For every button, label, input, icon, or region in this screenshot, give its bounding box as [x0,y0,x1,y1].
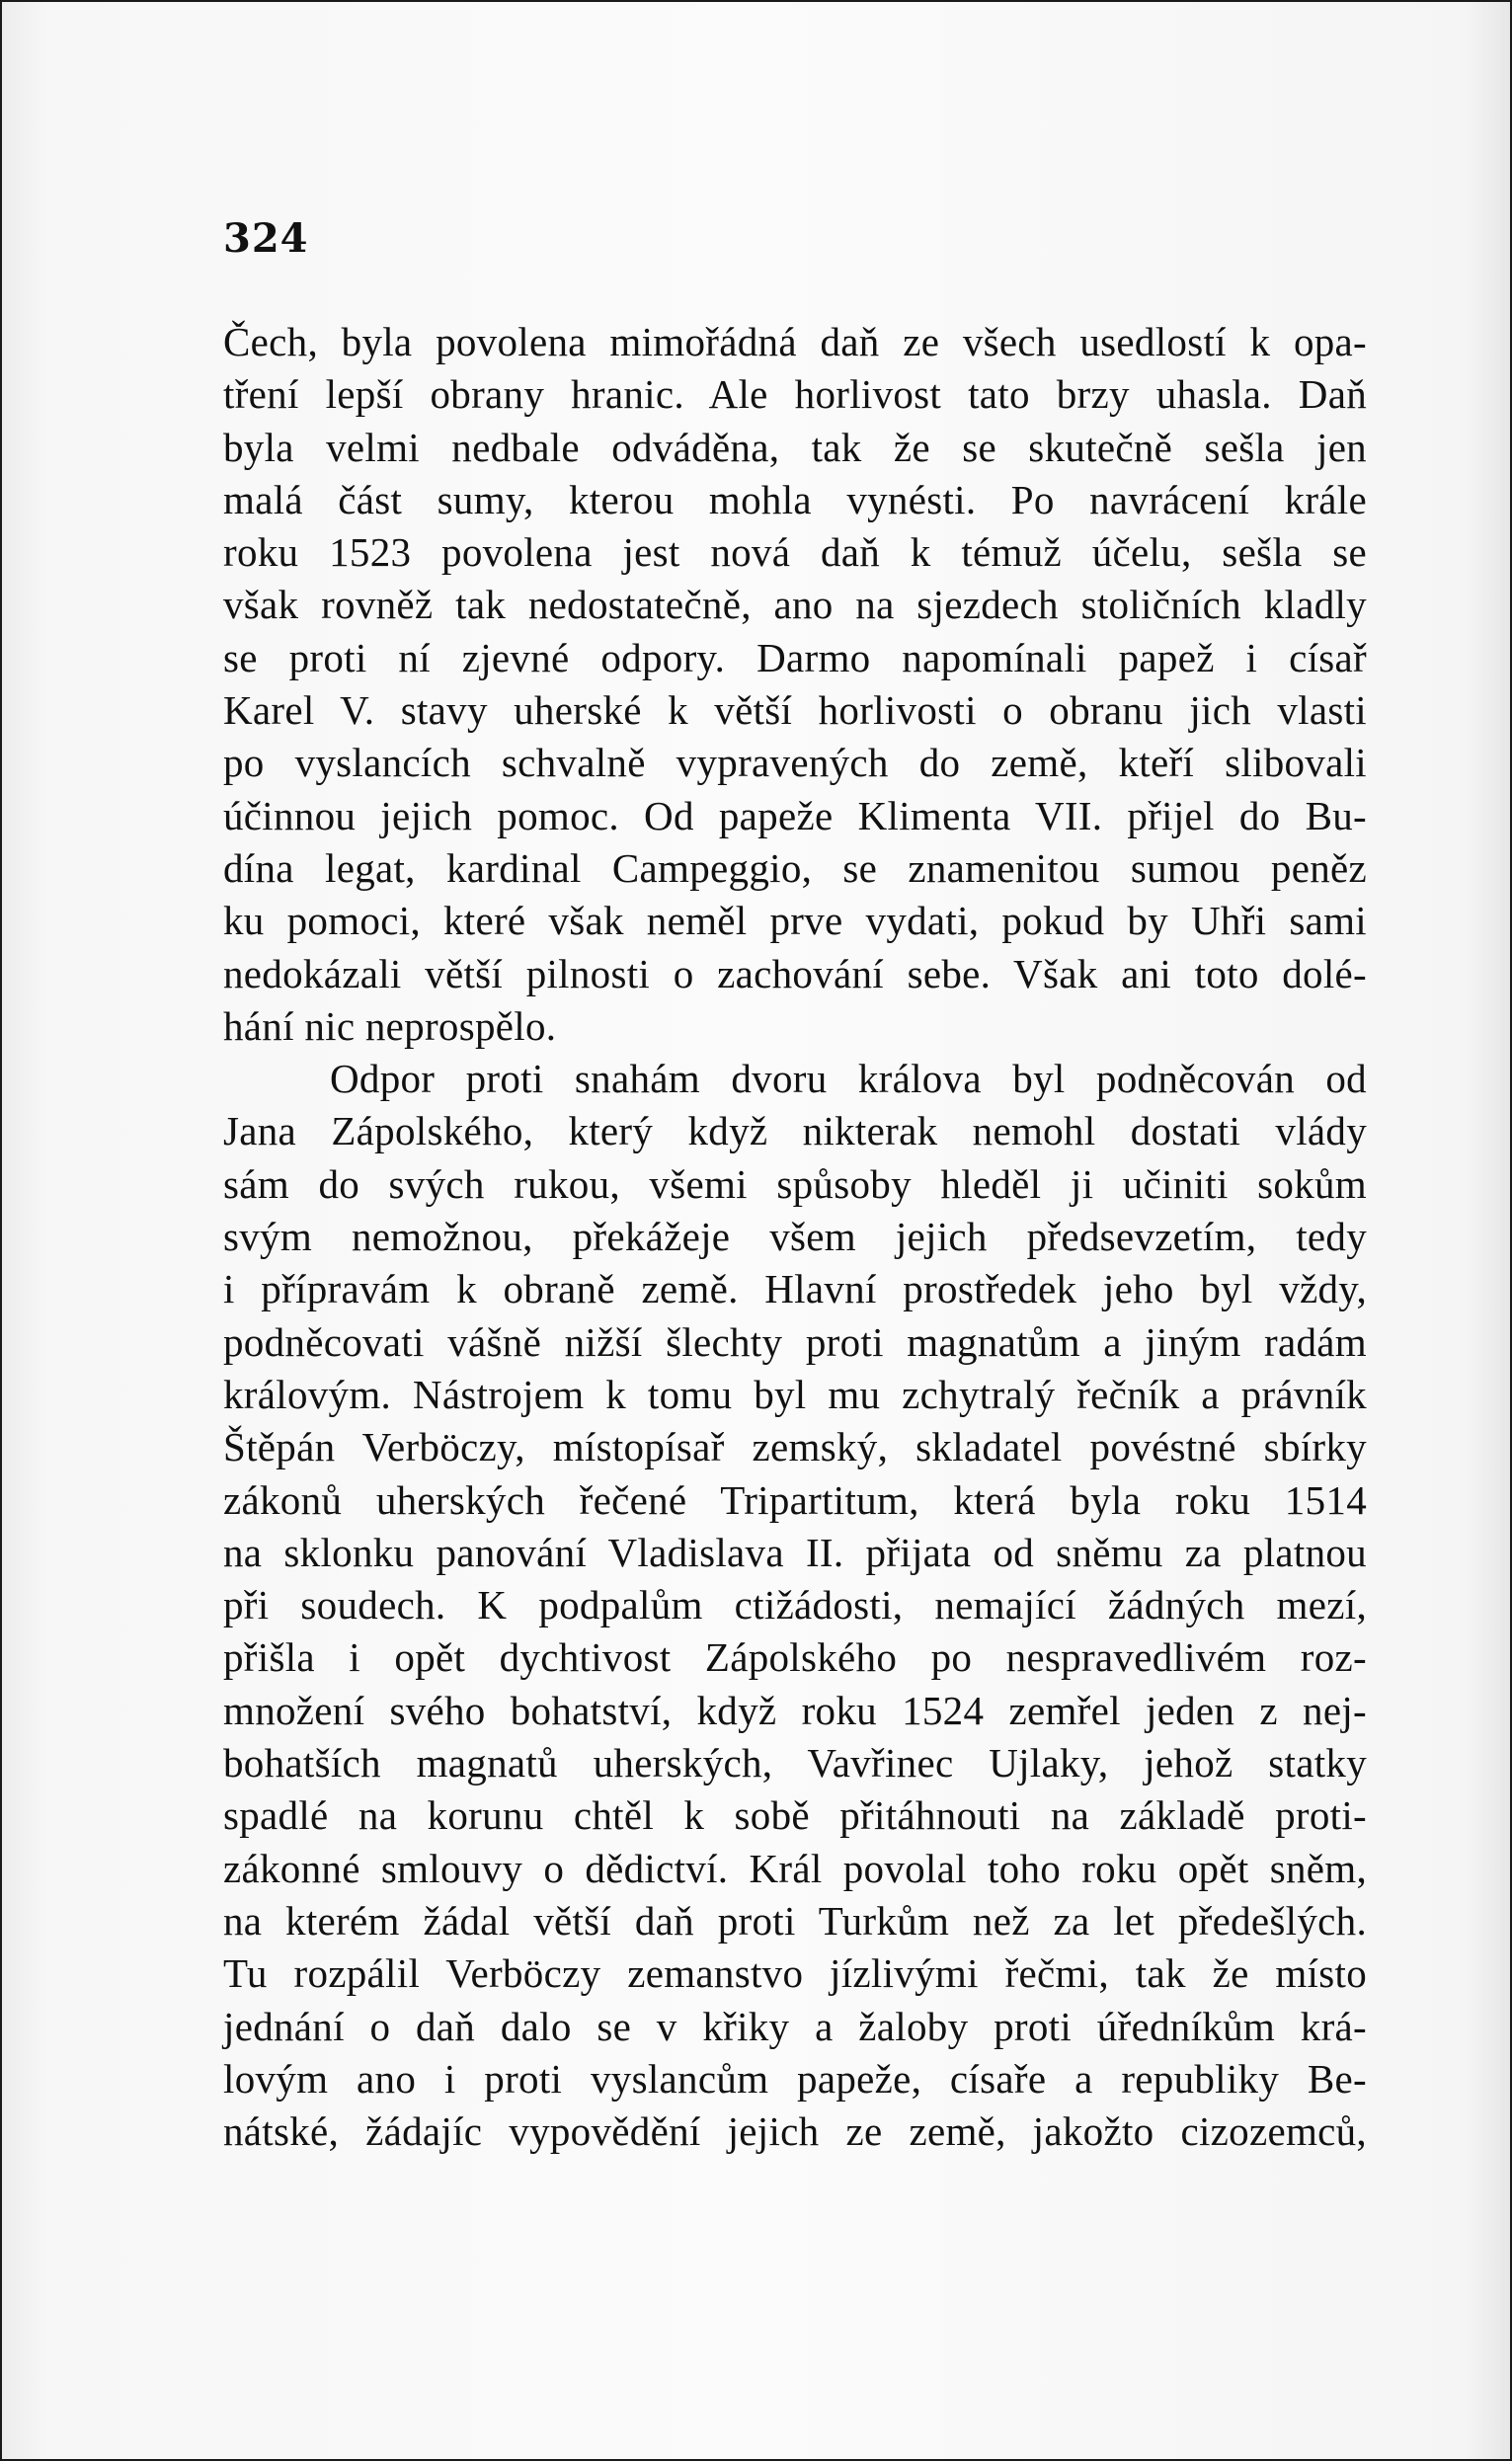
text-line: malá část sumy, kterou mohla vynésti. Po navrácení krále [223,476,1367,522]
text-line: Karel V. stavy uherské k větší horlivosti o obranu jich vlasti [223,687,1367,734]
text-line: Jana Zápolského, který když nikterak nemohl dostati vlády [223,1108,1367,1154]
text-line: přišla i opět dychtivost Zápolského po nespravedlivém roz- [223,1634,1367,1681]
text-line: spadlé na korunu chtěl k sobě přitáhnouti na základě proti- [223,1792,1367,1839]
text-line: na sklonku panování Vladislava II. přijata od sněmu za platnou [223,1529,1367,1575]
text-line: se proti ní zjevné odpory. Darmo napomínali papež i císař [223,634,1367,680]
text-line: jednání o daň dalo se v křiky a žaloby proti úředníkům krá- [223,2003,1367,2049]
page-number: 324 [223,215,309,262]
text-line: svým nemožnou, překážeje všem jejich předsevzetím, tedy [223,1214,1367,1260]
text-line: podněcovati vášně nižší šlechty proti magnatům a jiným radám [223,1318,1367,1365]
text-line: roku 1523 povolena jest nová daň k témuž účelu, sešla se [223,529,1367,576]
text-line: bohatších magnatů uherských, Vavřinec Ujlaky, jehož statky [223,1740,1367,1786]
text-line: Štěpán Verböczy, místopísař zemský, skladatel povéstné sbírky [223,1424,1367,1470]
text-line: dína legat, kardinal Campeggio, se znamenitou sumou peněz [223,844,1367,891]
paragraph-1 [223,316,1367,1053]
text-line: i přípravám k obraně země. Hlavní prostředek jeho byl vždy, [223,1266,1367,1312]
text-line: na kterém žádal větší daň proti Turkům než za let předešlých. [223,1897,1367,1944]
paragraph-2 [223,1053,1367,2158]
text-line: však rovněž tak nedostatečně, ano na sjezdech stoličních kladly [223,582,1367,628]
text-line: hání nic neprospělo. [223,1002,557,1049]
text-line: Odpor proti snahám dvoru králova byl podněcován od [330,1056,1367,1102]
text-line: zákonné smlouvy o dědictví. Král povolal toho roku opět sněm, [223,1845,1367,1891]
text-line: nátské, žádajíc vypovědění jejich ze země, jakožto cizozemců, [223,2108,1367,2155]
text-line: při soudech. K podpalům ctižádosti, nemající žádných mezí, [223,1582,1367,1628]
text-line: byla velmi nedbale odváděna, tak že se skutečně sešla jen [223,424,1367,470]
text-line: Tu rozpálil Verböczy zemanstvo jízlivými řečmi, tak že místo [223,1950,1367,1997]
text-line: sám do svých rukou, všemi spůsoby hleděl ji učiniti sokům [223,1160,1367,1207]
text-line: tření lepší obrany hranic. Ale horlivost tato brzy uhasla. Daň [223,371,1367,418]
body-text [223,316,1367,2158]
text-line: nedokázali větší pilnosti o zachování sebe. Však ani toto dolé- [223,950,1367,996]
text-line: ku pomoci, které však neměl prve vydati, pokud by Uhři sami [223,898,1367,944]
text-line: po vyslancích schvalně vypravených do země, kteří slibovali [223,740,1367,786]
text-line: množení svého bohatství, když roku 1524 zemřel jeden z nej- [223,1687,1367,1733]
text-line: lovým ano i proti vyslancům papeže, císaře a republiky Be- [223,2055,1367,2102]
text-line: zákonů uherských řečené Tripartitum, která byla roku 1514 [223,1476,1367,1523]
text-line: účinnou jejich pomoc. Od papeže Klimenta VII. přijel do Bu- [223,792,1367,838]
text-line: královým. Nástrojem k tomu byl mu zchytralý řečník a právník [223,1371,1367,1417]
text-line: Čech, byla povolena mimořádná daň ze všech usedlostí k opa- [223,319,1367,364]
